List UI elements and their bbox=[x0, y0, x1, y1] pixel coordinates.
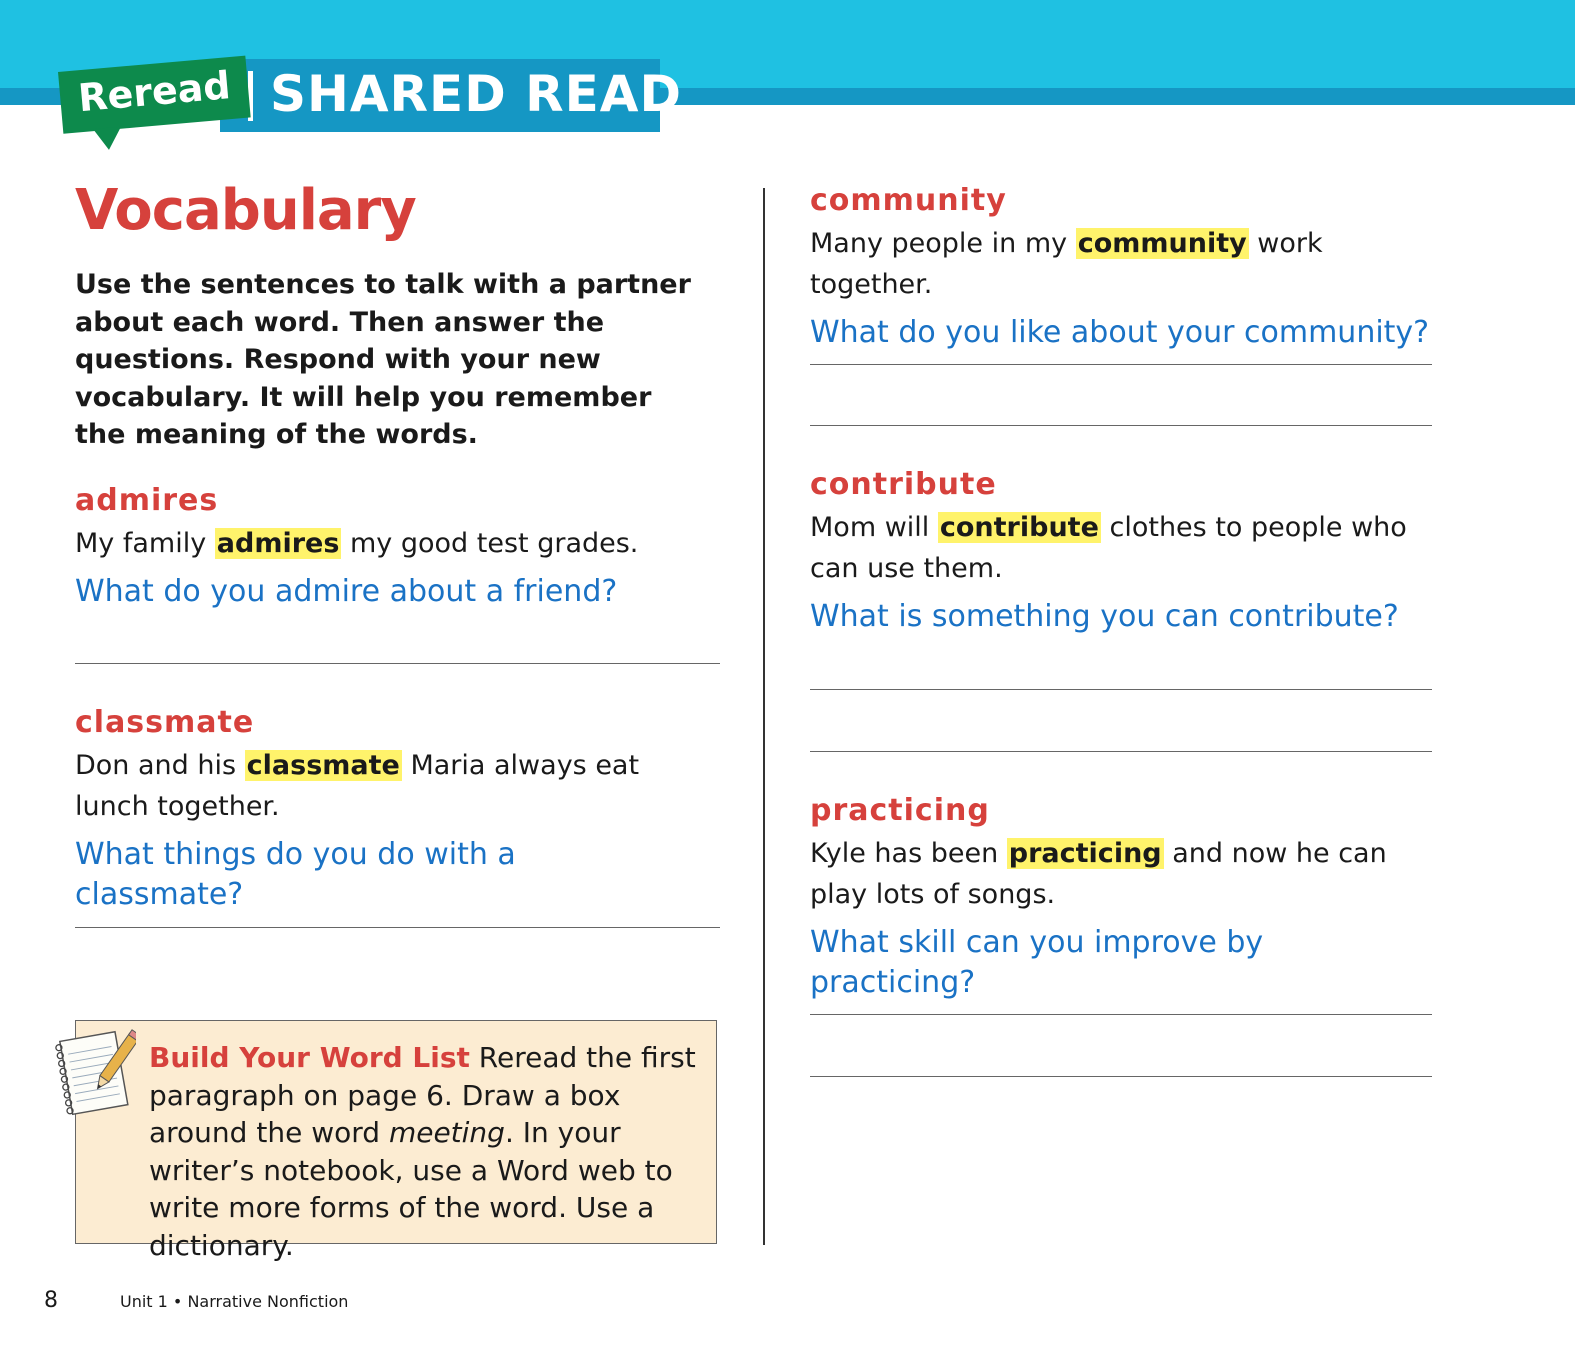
reread-label: Reread bbox=[76, 63, 233, 121]
answer-line[interactable] bbox=[810, 689, 1432, 690]
callout-italic-word: meeting bbox=[388, 1116, 505, 1149]
sentence-text: My family bbox=[75, 528, 215, 559]
vocab-word: community bbox=[810, 183, 1007, 218]
vocab-entry-classmate bbox=[75, 703, 675, 915]
sentence-text: Mom will bbox=[810, 512, 938, 543]
callout-body: . In your writer’s notebook, use a Word web to write more forms of the word. Use a dictionary. bbox=[149, 1116, 673, 1262]
sentence-text: my good test grades. bbox=[341, 528, 639, 559]
vocab-entry-admires bbox=[75, 481, 715, 612]
page-title: Vocabulary bbox=[75, 178, 416, 243]
speech-tail bbox=[93, 127, 123, 151]
answer-line[interactable] bbox=[810, 1076, 1432, 1077]
sentence-text: clothes to people who can use them. bbox=[810, 512, 1407, 584]
vocab-question: What is something you can contribute? bbox=[810, 599, 1399, 634]
sentence-text: Many people in my bbox=[810, 228, 1076, 259]
vocab-question: What do you admire about a friend? bbox=[75, 574, 618, 609]
vocab-sentence bbox=[810, 507, 1430, 589]
highlighted-word: practicing bbox=[1008, 838, 1162, 869]
highlighted-word: community bbox=[1077, 228, 1247, 259]
section-title-box bbox=[220, 59, 682, 132]
vocab-word: practicing bbox=[810, 793, 990, 828]
sentence-text: work together. bbox=[810, 228, 1323, 300]
vocab-sentence bbox=[810, 223, 1450, 305]
notebook-pencil-icon bbox=[52, 1026, 136, 1122]
sentence-text: Don and his bbox=[75, 750, 245, 781]
word-list-callout bbox=[75, 1020, 717, 1262]
vocab-question: What do you like about your community? bbox=[810, 315, 1430, 350]
answer-line[interactable] bbox=[810, 751, 1432, 752]
vocab-question: What things do you do with a classmate? bbox=[75, 837, 516, 912]
vocab-sentence bbox=[75, 745, 675, 827]
vocab-question: What skill can you improve by practicing? bbox=[810, 925, 1264, 1000]
page-number: 8 bbox=[44, 1288, 58, 1313]
highlighted-word: admires bbox=[216, 528, 340, 559]
sentence-text: and now he can play lots of songs. bbox=[810, 838, 1387, 910]
instructions: Use the sentences to talk with a partner about each word. Then answer the questions. Respond with your new vocabulary. It will help you remember the meaning of the words. bbox=[75, 269, 691, 450]
callout-title: Build Your Word List bbox=[149, 1041, 470, 1074]
vocab-word: contribute bbox=[810, 467, 997, 502]
answer-line[interactable] bbox=[75, 663, 720, 664]
unit-label: Unit 1 • Narrative Nonfiction bbox=[120, 1292, 349, 1311]
vocab-entry-community bbox=[810, 181, 1450, 353]
vocab-sentence bbox=[810, 833, 1410, 915]
highlighted-word: contribute bbox=[939, 512, 1099, 543]
section-title: SHARED READ bbox=[270, 65, 682, 123]
answer-line[interactable] bbox=[810, 364, 1432, 365]
answer-line[interactable] bbox=[810, 425, 1432, 426]
answer-line[interactable] bbox=[75, 927, 720, 928]
answer-line[interactable] bbox=[810, 1014, 1432, 1015]
sentence-text: Kyle has been bbox=[810, 838, 1007, 869]
vocab-word: classmate bbox=[75, 705, 255, 740]
vocab-entry-practicing bbox=[810, 791, 1410, 1003]
column-divider bbox=[763, 188, 765, 1245]
vocab-word: admires bbox=[75, 483, 219, 518]
vocab-sentence bbox=[75, 523, 715, 564]
highlighted-word: classmate bbox=[246, 750, 400, 781]
callout-body: Reread the first paragraph on page 6. Draw a box around the word bbox=[149, 1041, 696, 1149]
sentence-text: Maria always eat lunch together. bbox=[75, 750, 640, 822]
callout-text bbox=[96, 1039, 706, 1264]
callout-first-block bbox=[96, 1039, 706, 1264]
vocab-entry-contribute bbox=[810, 465, 1430, 637]
